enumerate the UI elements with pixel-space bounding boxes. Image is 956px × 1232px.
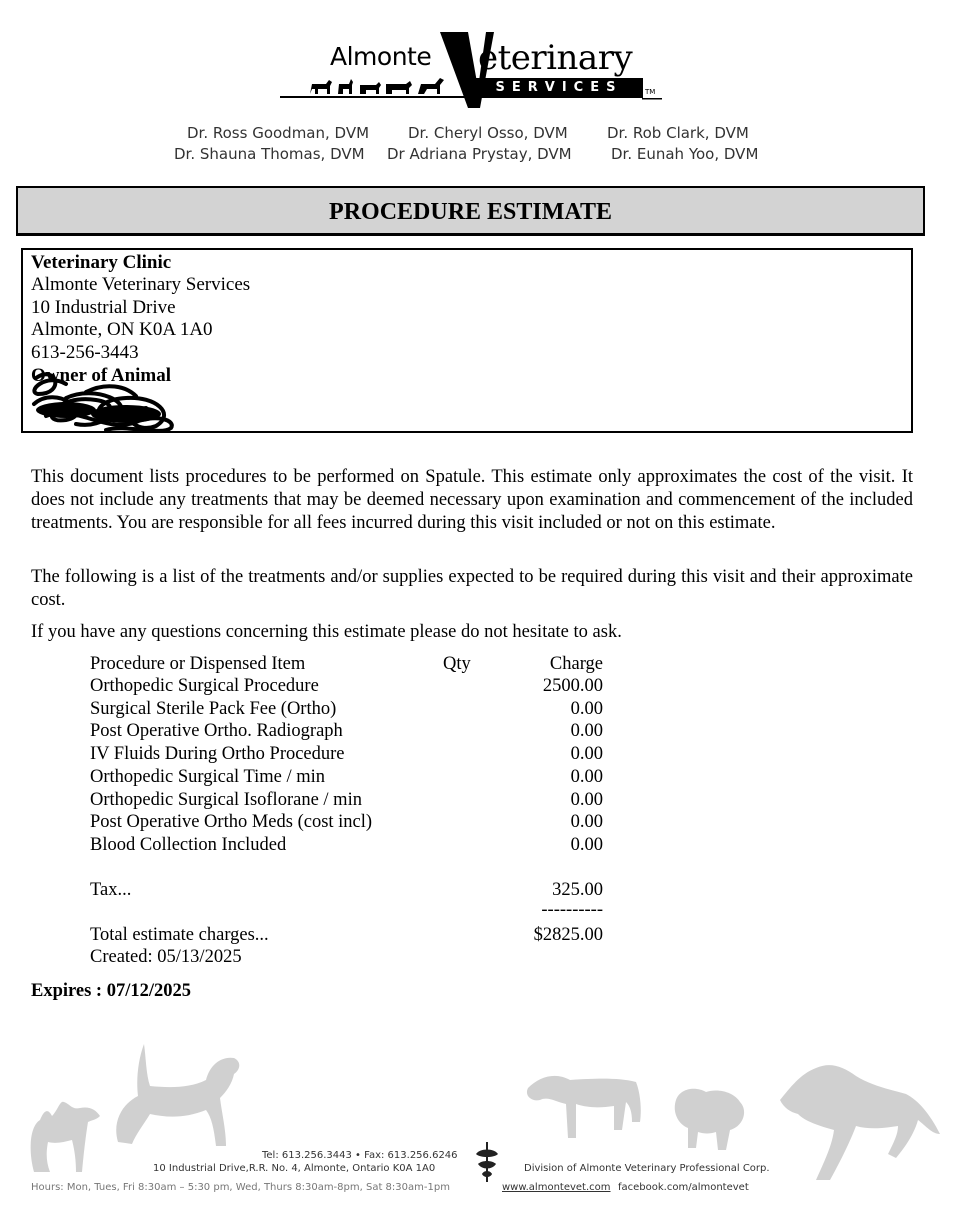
row-item: Surgical Sterile Pack Fee (Ortho)	[90, 699, 337, 719]
tax-label: Tax...	[90, 880, 132, 900]
list-intro-paragraph: The following is a list of the treatments and/or supplies expected to be required during this visit and their approximate cost.	[31, 567, 913, 610]
header-charge: Charge	[549, 654, 603, 674]
row-item: Orthopedic Surgical Isoflorane / min	[90, 790, 362, 810]
row-item: Orthopedic Surgical Procedure	[90, 676, 319, 696]
sheep-silhouette-icon	[675, 1089, 744, 1150]
row-charge: 0.00	[570, 744, 603, 764]
redaction-scribble	[26, 364, 186, 436]
footer-website-link[interactable]: www.almontevet.com	[502, 1182, 611, 1193]
clinic-heading: Veterinary Clinic	[31, 252, 172, 273]
footer-hours: Hours: Mon, Tues, Fri 8:30am – 5:30 pm, Wed, Thurs 8:30am-8pm, Sat 8:30am-1pm	[31, 1182, 450, 1193]
clinic-city: Almonte, ON K0A 1A0	[31, 319, 213, 340]
logo-trademark: TM	[645, 88, 656, 96]
row-charge: 0.00	[570, 767, 603, 787]
footer-facebook: facebook.com/almontevet	[618, 1182, 749, 1193]
row-charge: 0.00	[570, 835, 603, 855]
header-item: Procedure or Dispensed Item	[90, 654, 306, 674]
doctor-name: Dr Adriana Prystay, DVM	[387, 145, 572, 163]
logo-word-almonte: Almonte	[330, 42, 432, 71]
expiry-date: Expires : 07/12/2025	[31, 981, 191, 1001]
questions-paragraph: If you have any questions concerning this estimate please do not hesitate to ask.	[31, 622, 622, 642]
clinic-name: Almonte Veterinary Services	[31, 274, 251, 295]
cow-silhouette-icon	[527, 1076, 641, 1138]
row-item: Post Operative Ortho. Radiograph	[90, 721, 343, 741]
row-charge: 0.00	[570, 721, 603, 741]
doctor-name: Dr. Rob Clark, DVM	[607, 124, 749, 142]
horse-silhouette-icon	[780, 1065, 940, 1180]
intro-paragraph: This document lists procedures to be performed on Spatule. This estimate only approximates the cost of the visit. It does not include any treatments that may be deemed necessary upon examination and commencement of the included treatments. You are responsible for all fees incurred during this visit included or not on this estimate.	[31, 467, 913, 533]
row-item: Orthopedic Surgical Time / min	[90, 767, 326, 787]
footer-animal-silhouettes	[0, 1030, 956, 1232]
footer-address: 10 Industrial Drive,R.R. No. 4, Almonte, Ontario K0A 1A0	[153, 1163, 436, 1174]
doctor-name: Dr. Cheryl Osso, DVM	[408, 124, 568, 142]
logo-word-services: SERVICES	[495, 80, 623, 95]
cat-silhouette-icon	[31, 1102, 100, 1172]
tax-value: 325.00	[552, 880, 603, 900]
clinic-logo	[280, 28, 670, 110]
created-date: Created: 05/13/2025	[90, 947, 242, 967]
row-charge: 0.00	[570, 790, 603, 810]
footer-phone-fax: Tel: 613.256.3443 • Fax: 613.256.6246	[262, 1150, 458, 1161]
clinic-phone: 613-256-3443	[31, 342, 139, 363]
row-item: Blood Collection Included	[90, 835, 287, 855]
total-value: $2825.00	[533, 925, 603, 945]
total-divider: ----------	[541, 900, 603, 920]
clinic-street: 10 Industrial Drive	[31, 297, 176, 318]
header-qty: Qty	[443, 654, 471, 674]
row-charge: 0.00	[570, 812, 603, 832]
page-title: PROCEDURE ESTIMATE	[329, 199, 612, 225]
row-charge: 0.00	[570, 699, 603, 719]
row-item: IV Fluids During Ortho Procedure	[90, 744, 345, 764]
dog-silhouette-icon	[116, 1044, 239, 1146]
total-label: Total estimate charges...	[90, 925, 269, 945]
owner-heading: Owner of Animal	[31, 365, 172, 386]
footer-division: Division of Almonte Veterinary Professional Corp.	[524, 1163, 770, 1174]
row-charge: 2500.00	[542, 676, 603, 696]
doctor-name: Dr. Shauna Thomas, DVM	[174, 145, 365, 163]
caduceus-icon	[476, 1142, 498, 1182]
logo-word-eterinary: eterinary	[478, 38, 633, 78]
row-item: Post Operative Ortho Meds (cost incl)	[90, 812, 373, 832]
doctor-name: Dr. Ross Goodman, DVM	[187, 124, 370, 142]
doctor-name: Dr. Eunah Yoo, DVM	[611, 145, 759, 163]
